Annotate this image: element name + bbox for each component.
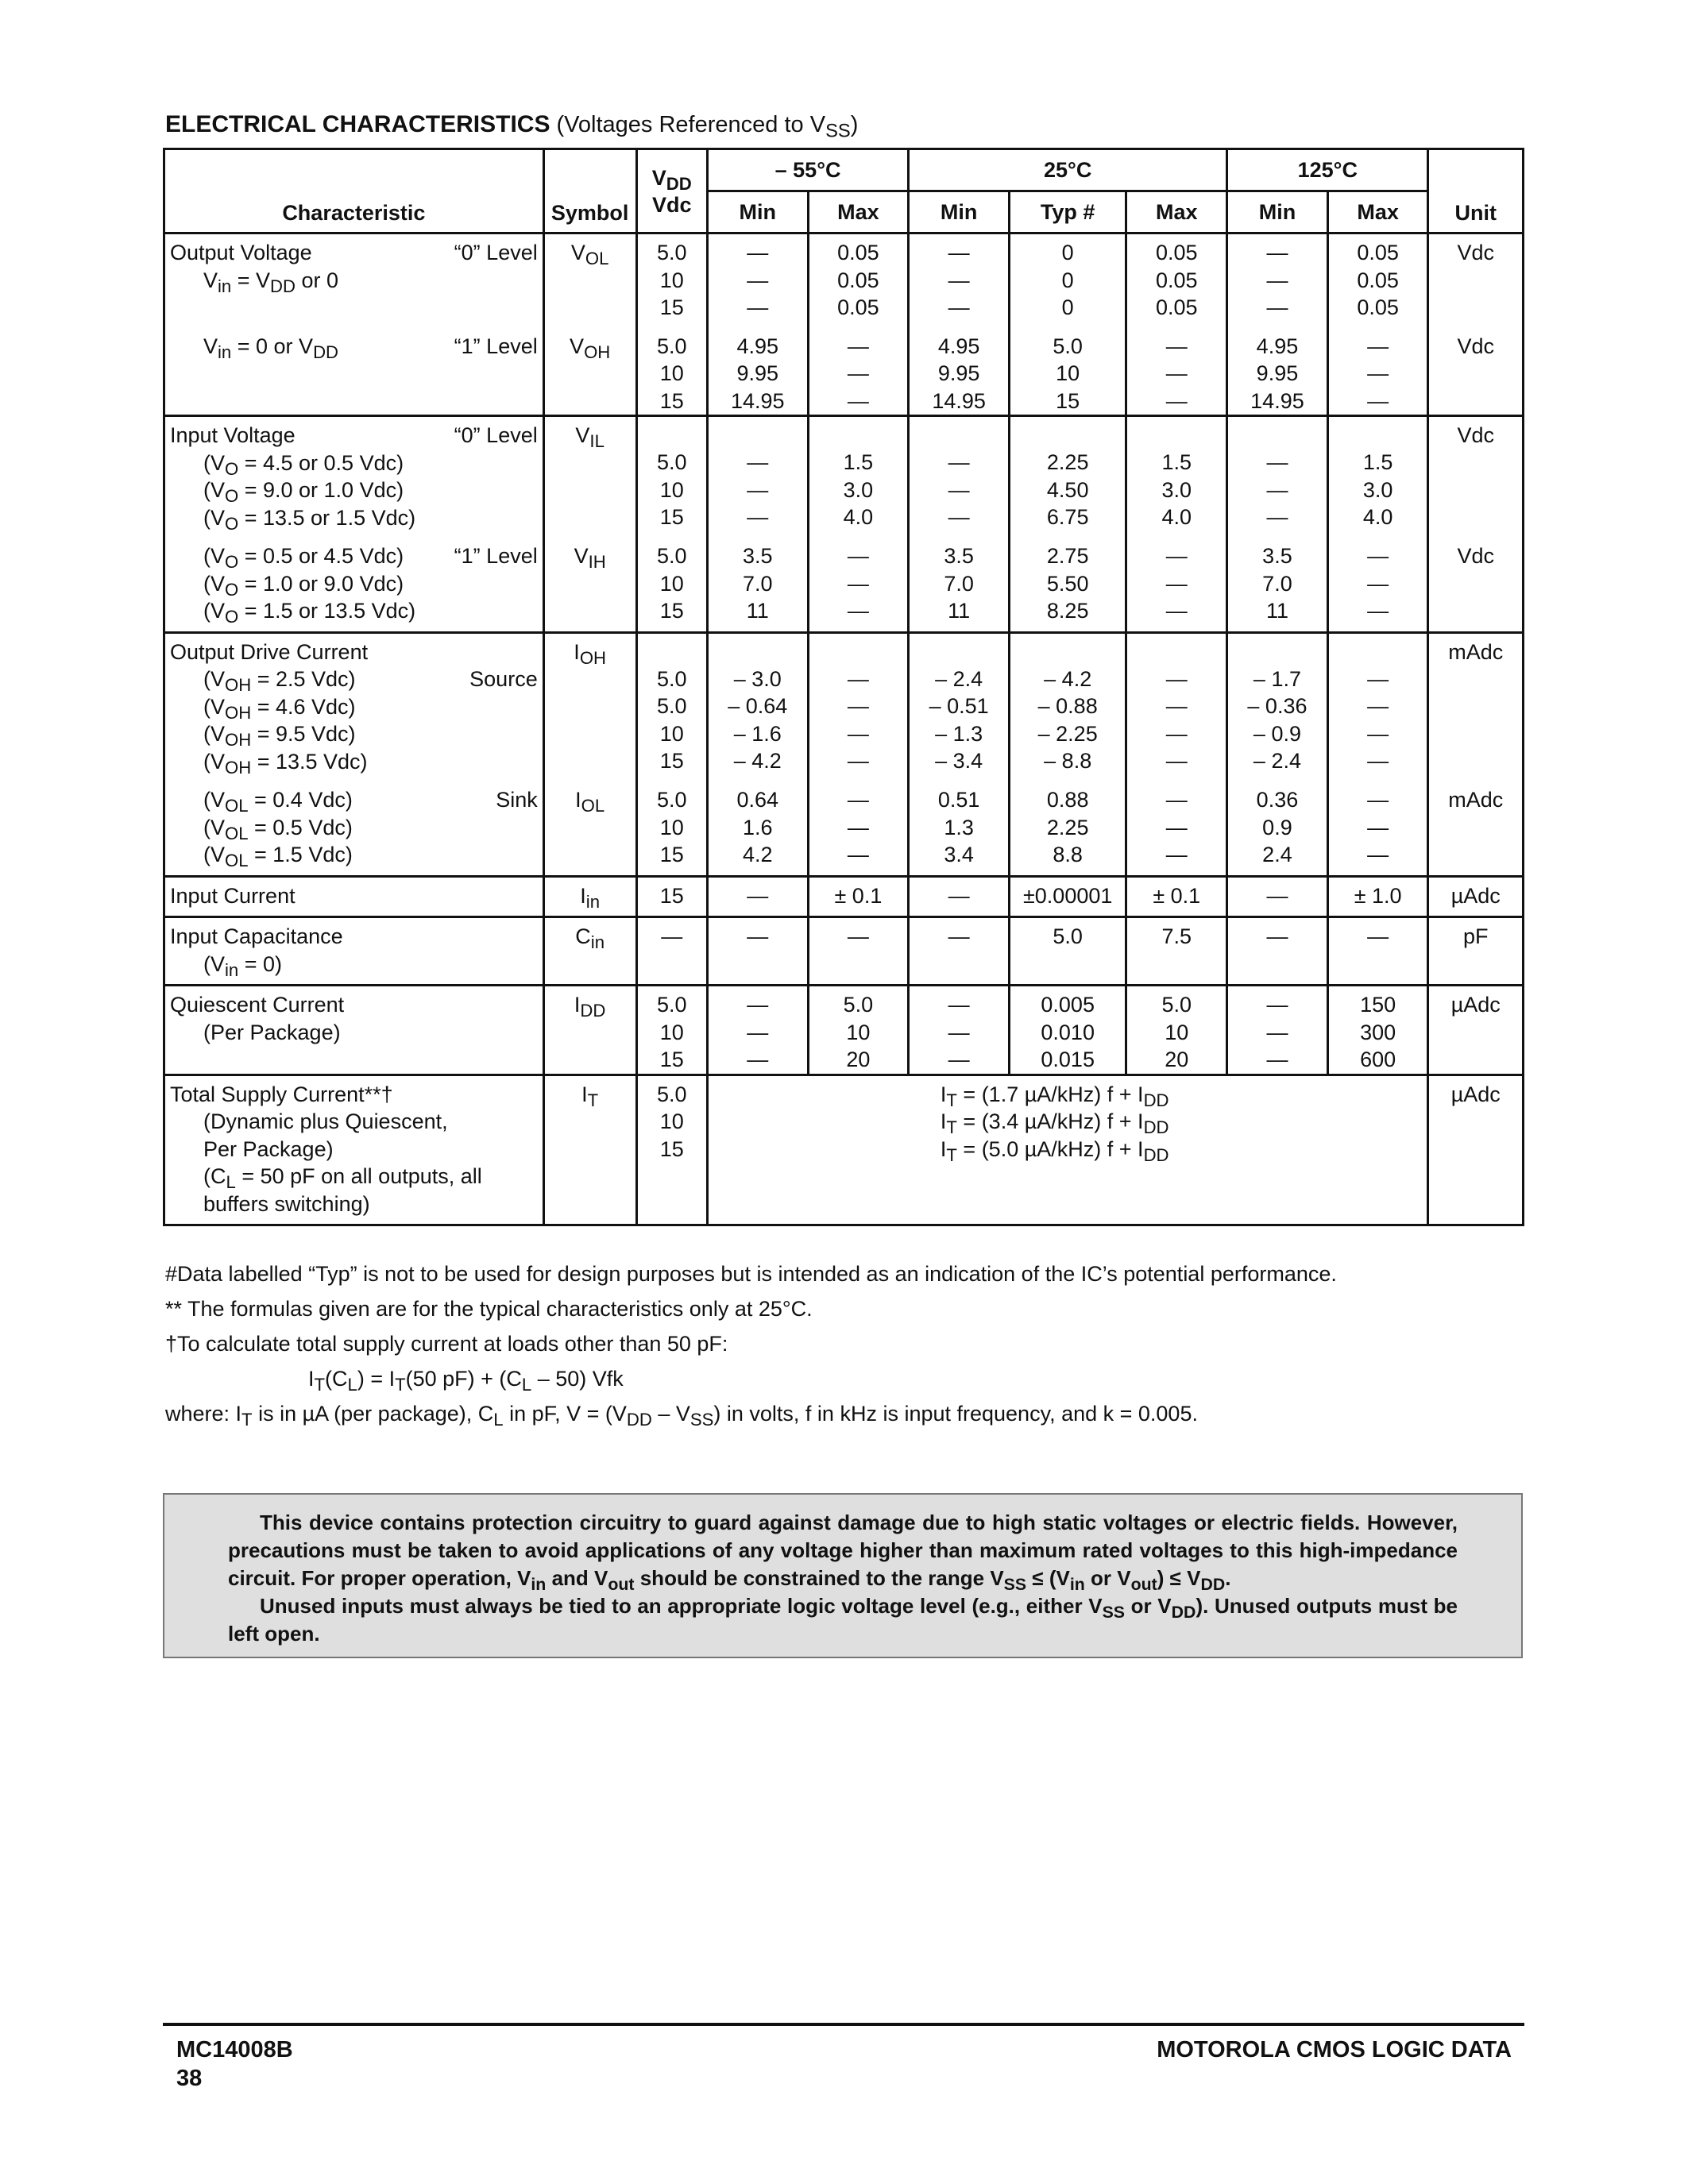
table-row-quiescent-current: Quiescent Current (Per Package) $I_{DD}$ 5.0 10 15 — — — 5.0 10 20 — — — 0.005 0.010 0.015 5.0 10 20 — — — 150 300 600 µAdc [164,986,1524,1075]
col-max: Max [1327,191,1428,233]
col-characteristic: Characteristic [164,149,544,233]
footnote-typ: #Data labelled “Typ” is not to be used for design purposes but is intended as an indication of the IC’s potential performance. [165,1262,1337,1286]
page-number: 38 [176,2066,203,2091]
table-row-vih: ($V_O = 0.5$ or 4.5 Vdc) “1” Level ($V_O = 1.0$ or 9.0 Vdc) ($V_O = 1.5$ or 13.5 Vdc) $V_{IH}$ 5.0 10 15 3.5 7.0 11 — — — 3.5 7.0 11 2.75 5.50 8.25 — — — 3.5 7.0 11 — — — Vdc [164,531,1524,632]
table-row-iol: ($V_{OL} = 0.4$ Vdc) Sink ($V_{OL} = 0.5$ Vdc) ($V_{OL} = 1.5$ Vdc) $I_{OL}$ 5.0 10 15 0.64 1.6 4.2 — — — 0.51 1.3 3.4 0.88 2.25 8.8 — — — 0.36 0.9 2.4 — — — mAdc [164,775,1524,876]
table-row-output-drive-current: Output Drive Current ($V_{OH} = 2.5$ Vdc) Source ($V_{OH} = 4.6$ Vdc) ($V_{OH} = 9.5$ Vdc) ($V_{OH} = 13.5$ Vdc) $I_{OH}$ 5.0 5.0 10 15 – 3.0 – 0.64 – 1.6 – 4.2 — — — — – 2.4 – 0.51 – 1.3 – 3.4 – 4.2 – 0.88 – 2.25 – 8.8 — — — — – 1.7 – 0.36 – 0.9 – 2.4 — — — — mAdc [164,632,1524,775]
footnote-where: where: $I_T$ is in µA (per package), $C_L$ in pF, $V = (V_{DD} - V_{SS})$ in volts, f in kHz is input frequency, and k = 0.005. [165,1402,1198,1430]
col-symbol: Symbol [543,149,636,233]
table-row-total-supply-current: Total Supply Current**† (Dynamic plus Quiescent, Per Package) ($C_L = 50$ pF on all outputs, all buffers switching) $I_T$ 5.0 10 15 $I_T = (1.7$ µA/kHz) $f + I_{DD}$ $I_T = (3.4$ µA/kHz) $f + I_{DD}$ $I_T = (5.0$ µA/kHz) $f + I_{DD}$ µAdc [164,1075,1524,1225]
col-vdd: $V_{DD}$ Vdc [636,149,707,233]
footnotes [165,1256,1337,1431]
col-typ: Typ # [1009,191,1126,233]
table-title: ELECTRICAL CHARACTERISTICS (Voltages Referenced to $V_{SS}$) [165,111,859,142]
col-temp-minus55: – 55°C [707,149,908,191]
caution-paragraph-1: This device contains protection circuitry to guard against damage due to high static voltages or electric fields. However, precautions must be taken to avoid applications of any voltage higher than maximum rated voltages to this high-impedance circuit. For proper operation, $V_{in}$ and $V_{out}$ should be constrained to the range $V_{SS} \le (V_{in}$ or $V_{out}) \le V_{DD}$. [228,1511,1458,1594]
footnote-formulas: ** The formulas given are for the typical characteristics only at 25°C. [165,1297,813,1321]
header-row-1 [164,149,1524,191]
table-row-voh: $V_{in} = 0$ or $V_{DD}$ “1” Level $V_{OH}$ 5.0 10 15 4.95 9.95 14.95 — — — 4.95 9.95 14.95 5.0 10 15 — — — 4.95 9.95 14.95 — — — Vdc [164,322,1524,416]
total-supply-formulas: $I_T = (1.7$ µA/kHz) $f + I_{DD}$ $I_T = (3.4$ µA/kHz) $f + I_{DD}$ $I_T = (5.0$ µA/kHz) $f + I_{DD}$ [707,1075,1428,1225]
col-unit: Unit [1428,149,1524,233]
caution-paragraph-2: Unused inputs must always be tied to an appropriate logic voltage level (e.g., either $V_{SS}$ or $V_{DD}$). Unused outputs must be left open. [228,1594,1458,1646]
table-row-input-voltage: Input Voltage “0” Level ($V_O = 4.5$ or 0.5 Vdc) ($V_O = 9.0$ or 1.0 Vdc) ($V_O = 13.5$ or 1.5 Vdc) $V_{IL}$ 5.0 10 15 — — — 1.5 3.0 4.0 — — — 2.25 4.50 6.75 1.5 3.0 4.0 — — — 1.5 3.0 4.0 Vdc [164,416,1524,532]
footnote-total-supply: †To calculate total supply current at loads other than 50 pF: [165,1332,728,1356]
part-number: MC14008B [176,2037,293,2062]
table-row-output-voltage: Output Voltage “0” Level $V_{in} = V_{DD}$ or 0 $V_{OL}$ 5.0 10 15 — — — 0.05 0.05 0.05 — — — 0 0 0 0.05 0.05 0.05 — — — 0.05 0.05 0.05 Vdc [164,233,1524,322]
caution-box [163,1493,1523,1658]
table-row-input-capacitance: Input Capacitance $(V_{in} = 0)$ $C_{in}$ — — — — 5.0 7.5 — — pF [164,917,1524,986]
col-min: Min [1227,191,1328,233]
footer-divider [163,2023,1524,2026]
col-min: Min [909,191,1010,233]
footer-left [176,2035,293,2093]
col-max: Max [1126,191,1227,233]
col-temp-25: 25°C [909,149,1227,191]
table-row-input-current: Input Current $I_{in}$ 15 — ± 0.1 — ±0.00001 ± 0.1 — ± 1.0 µAdc [164,876,1524,917]
col-temp-125: 125°C [1227,149,1428,191]
footnote-formula: $I_T(C_L) = I_T(50$ $pF) + (C_L - 50)$ Vfk [308,1367,624,1395]
col-max: Max [808,191,909,233]
col-min: Min [707,191,808,233]
electrical-characteristics-table [163,148,1524,1226]
footer-right: MOTOROLA CMOS LOGIC DATA [1157,2037,1512,2062]
